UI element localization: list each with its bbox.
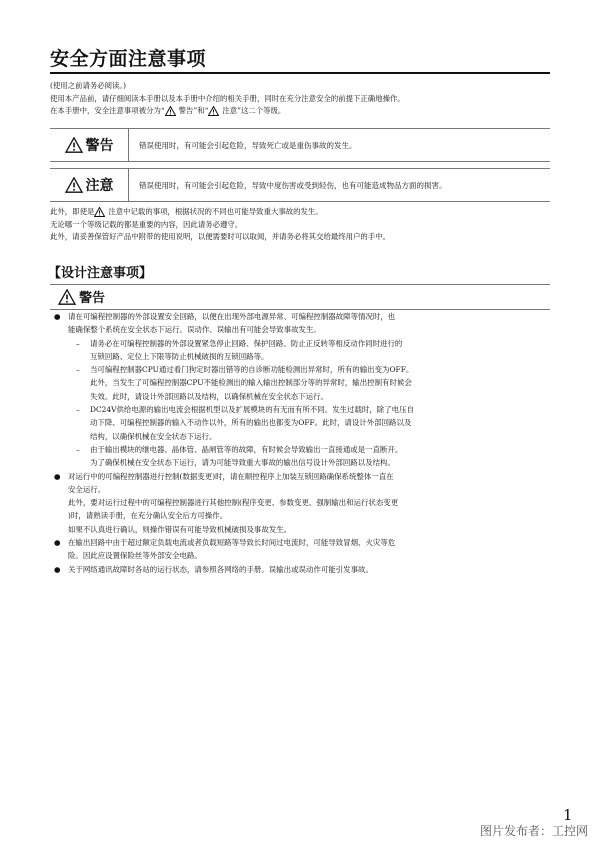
page-title: 安全方面注意事项: [50, 48, 207, 70]
dash-icon: –: [76, 338, 80, 348]
list-item: ● 在输出回路中由于超过额定负载电流或者负载短路等导致长时间过电流时，可能导致冒烟、火灾等危: [54, 536, 550, 549]
notes-line-2: 无论哪一个等级记载的都是重要的内容，因此请务必遵守。: [50, 219, 243, 229]
list-item: ● 对运行中的可编程控制器进行控制(数据变更)时，请在顺控程序上加装互锁回路确保系统整体一直在: [54, 470, 550, 483]
sub-list-item: – DC24V供给电源的输出电流会根据机型以及扩展模块的有无而有所不同。发生过载时，除了电压自: [54, 403, 550, 416]
caution-label: 注意: [50, 169, 129, 201]
intro-block: [50, 80, 550, 118]
intro-line-1: (使用之前请务必阅读。): [50, 81, 126, 90]
dash-icon: –: [76, 444, 80, 454]
list-item-continuation: 如果不认真进行确认，则操作错误有可能导致机械破损及事故发生。: [68, 524, 292, 534]
section-heading: 【设计注意事项】: [48, 266, 153, 281]
sub-list-item-continuation: 结构，以确保机械在安全状态下运行。: [90, 431, 217, 441]
sub-list-item-continuation: 动下降、可编程控制器的输入不动作以外，所有的输出也都变为OFF。此时，请设计外部回路以及: [90, 418, 412, 428]
bullet-icon: ●: [54, 312, 61, 321]
caution-triangle-icon: [65, 177, 83, 193]
caution-triangle-icon: [208, 106, 219, 116]
caution-triangle-icon: [94, 207, 105, 217]
design-precautions-body: [54, 310, 550, 576]
dash-icon: –: [76, 405, 80, 415]
sub-list-item-continuation: 失效。此时，请设计外部回路以及结构，以确保机械在安全状态下运行。: [90, 391, 328, 401]
list-item-continuation: 险。因此应设置保险丝等外部安全电路。: [68, 551, 202, 561]
list-item-continuation: 安全运行。: [68, 484, 106, 494]
bullet-icon: ●: [54, 538, 61, 548]
page-number: 1: [563, 806, 573, 824]
intro-line-3: 在本手册中，安全注意事项被分为“ 警告”和“ 注意”这二个等级。: [50, 106, 286, 115]
warning-triangle-icon: [58, 289, 76, 305]
warning-triangle-icon: [165, 106, 176, 116]
warning-box: [50, 128, 550, 162]
notes-line-3: 此外，请妥善保管好产品中附带的使用说明，以便需要时可以取阅，并请务必将其交给最终用户的手中。: [50, 232, 390, 241]
sub-list-item-continuation: 为了确保机械在安全状态下运行，请为可能导致重大事故的输出信号设计外部回路以及结构。: [90, 458, 395, 468]
section-warning-header: [50, 284, 550, 310]
notes-block: [50, 206, 550, 244]
warning-text: 错误使用时，有可能会引起危险，导致死亡或是重伤事故的发生。: [139, 140, 357, 150]
sub-list-item: – 由于输出模块的继电器、晶体管、晶闸管等的故障，有时候会导致输出一直接通或是一直断开。: [54, 443, 550, 456]
section-warning-label: 警告: [79, 291, 106, 306]
intro-line-2: 使用本产品前，请仔细阅读本手册以及本手册中介绍的相关手册，同时在充分注意安全的前提下正确地操作。: [50, 93, 405, 103]
list-item-continuation: 此外，要对运行过程中的可编程控制器进行其他控制(程序变更、参数变更、强制输出和运行状态变更: [68, 498, 399, 508]
caution-text: 错误使用时，有可能会引起危险，导致中度伤害或受到轻伤，也有可能造成物品方面的损害。: [139, 180, 447, 190]
title-rule: [50, 72, 550, 74]
sub-list-item: – 请务必在可编程控制器的外部设置紧急停止回路、保护回路、防止正反转等相反动作同时进行的: [54, 337, 550, 350]
bullet-icon: ●: [54, 471, 61, 481]
warning-triangle-icon: [65, 137, 83, 153]
dash-icon: –: [76, 365, 80, 375]
sub-list-item: – 当可编程控制器CPU通过看门狗定时器出错等的自诊断功能检测出异常时，所有的输出变为OFF。: [54, 363, 550, 376]
list-item-continuation: 能确保整个系统在安全状态下运行。误动作、误输出有可能会导致事故发生。: [68, 325, 321, 335]
sub-list-item-continuation: 互锁回路、定位上下限等防止机械破损的互锁回路等。: [90, 351, 269, 361]
caution-box: [50, 168, 550, 202]
list-item: ● 关于网络通讯故障时各站的运行状态，请参照各网络的手册。误输出或误动作可能引发事故。: [54, 563, 550, 576]
watermark: 图片发布者：工控网: [479, 824, 588, 838]
warning-label: 警告: [50, 129, 129, 161]
list-item: ● 请在可编程控制器的外部设置安全回路，以便在出现外部电源异常、可编程控制器故障等情况时，也: [54, 310, 550, 323]
bullet-icon: ●: [54, 564, 61, 574]
list-item-continuation: )时，请熟读手册，在充分确认安全后方可操作。: [68, 511, 228, 521]
sub-list-item-continuation: 此外，当发生了可编程控制器CPU不能检测出的输入输出控制部分等的异常时，输出控制有时候会: [90, 378, 412, 388]
notes-line-1: 此外，即使是 注意中记载的事项，根据状况的不同也可能导致重大事故的发生。: [50, 207, 323, 216]
